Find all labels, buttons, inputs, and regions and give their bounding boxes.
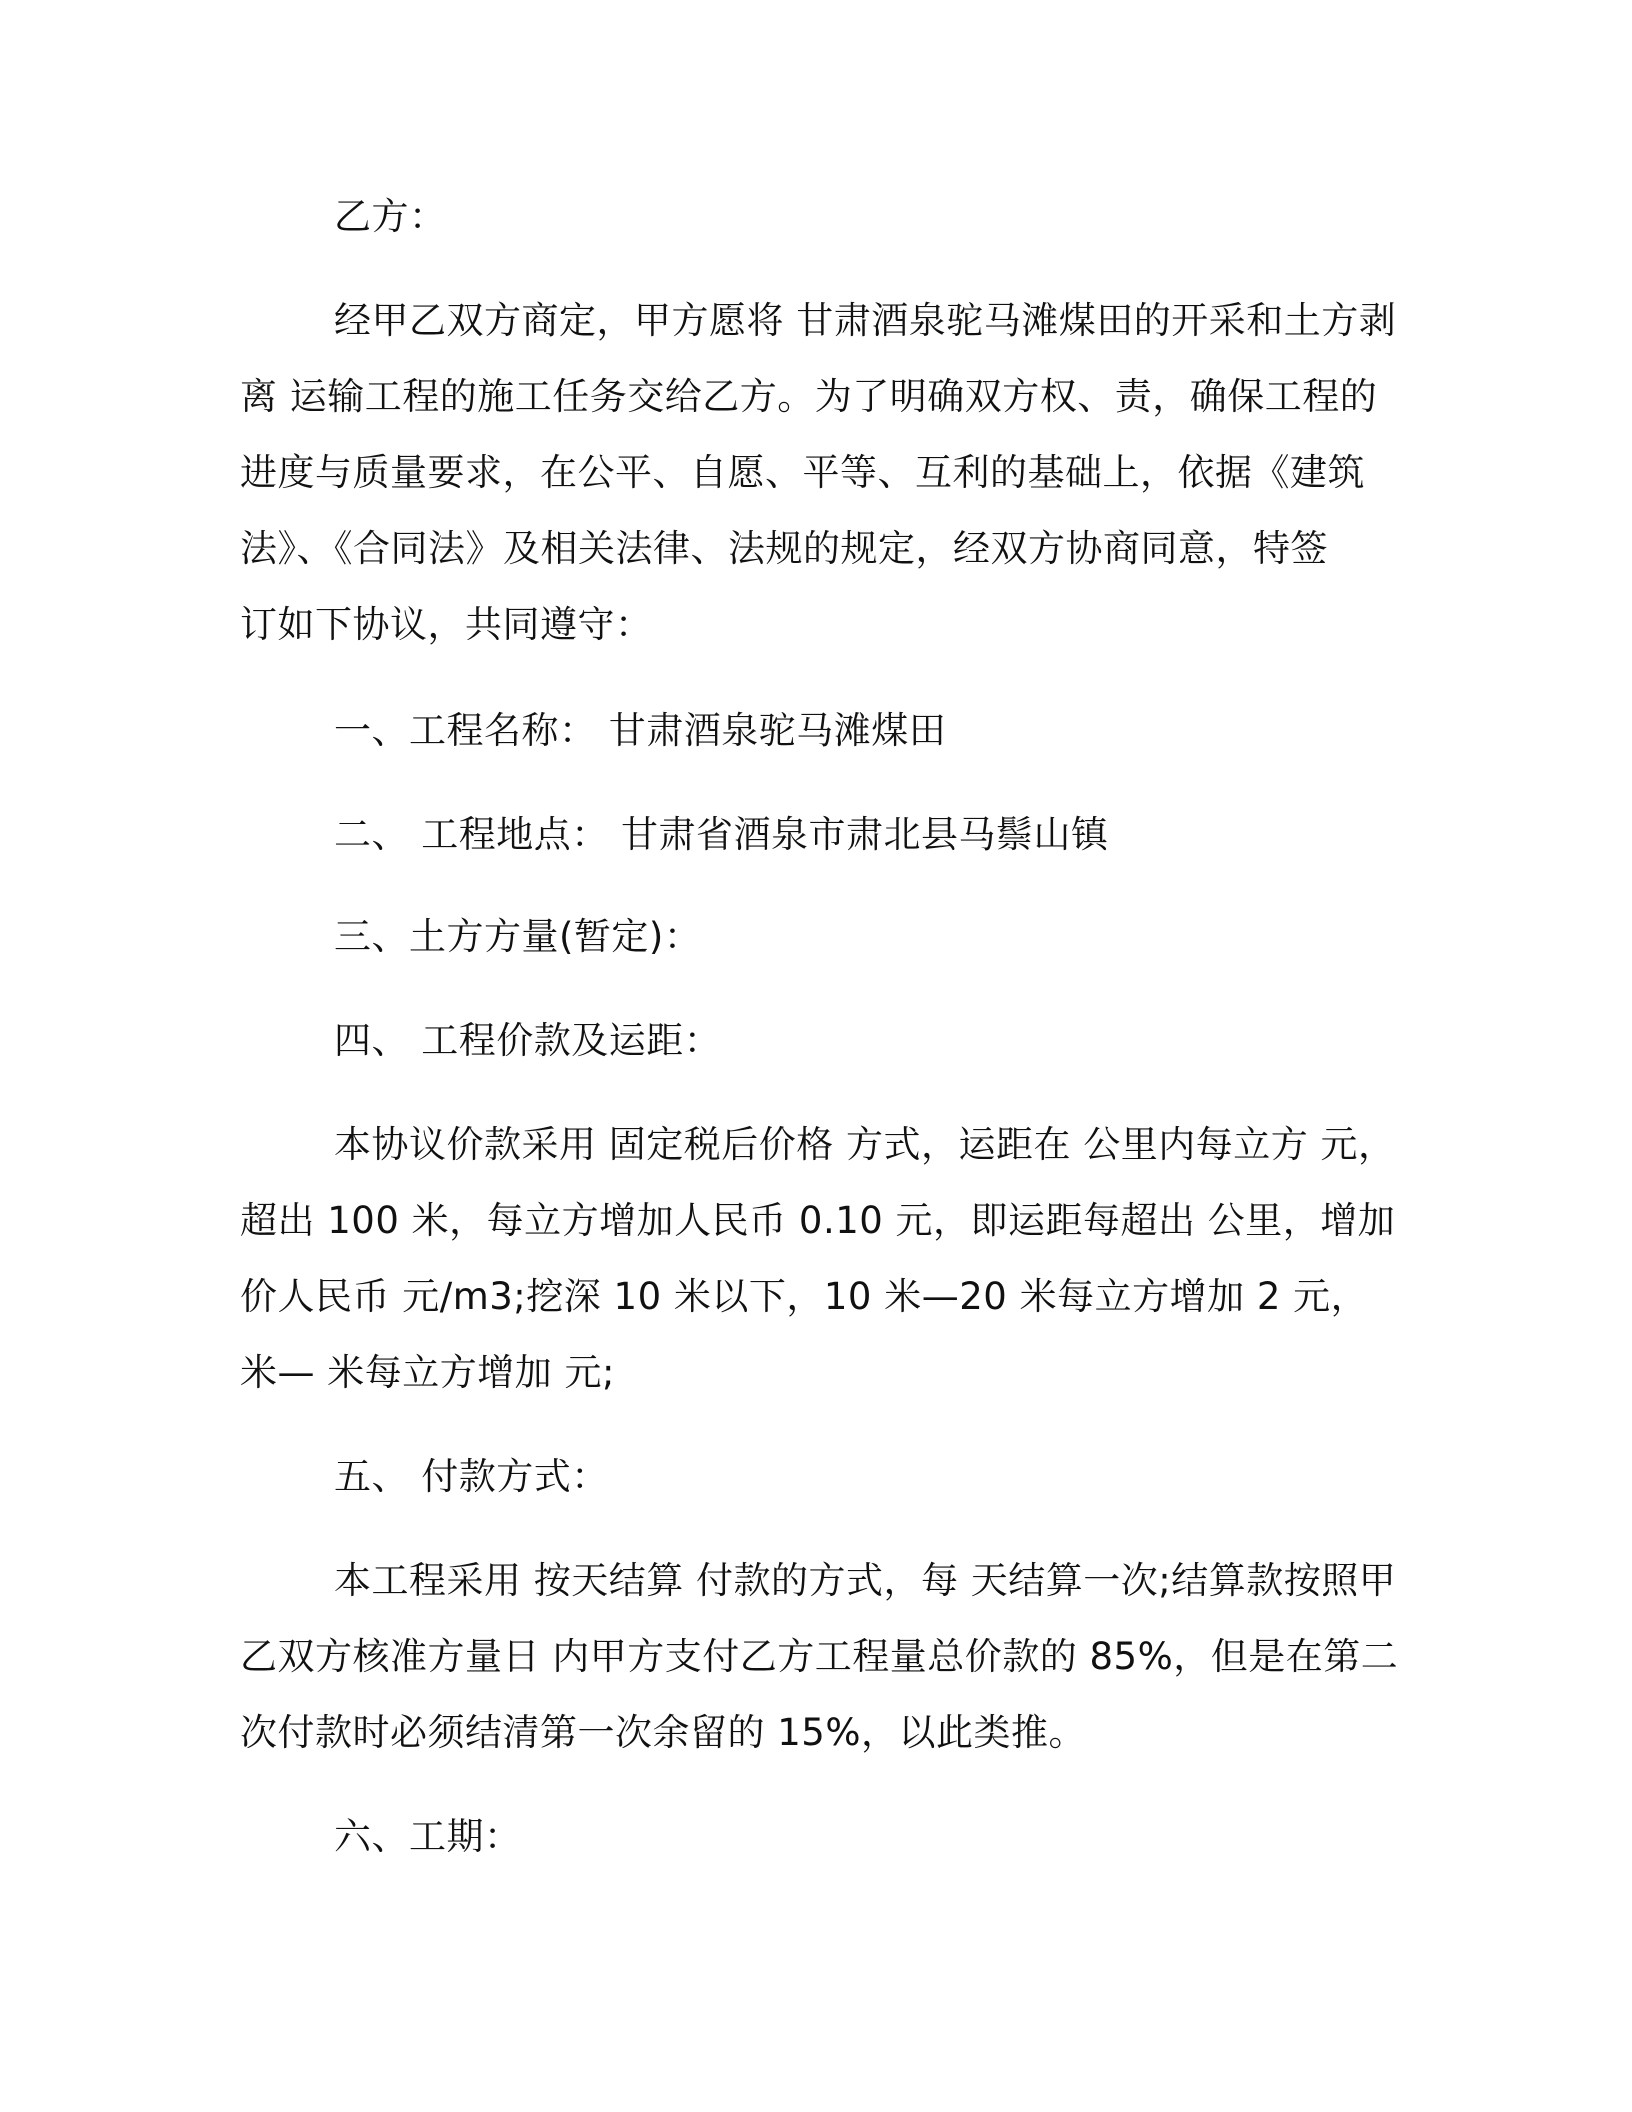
intro-line-4: 法》、《合同法》及相关法律、法规的规定，经双方协商同意，特签 [240, 527, 1328, 570]
payment-line-2: 乙双方核准方量日 内甲方支付乙方工程量总价款的 85%，但是在第二 [240, 1635, 1399, 1678]
payment-line-3: 次付款时必须结清第一次余留的 15%，以此类推。 [240, 1711, 1086, 1754]
price-line-1: 本协议价款采用 固定税后价格 方式，运距在 公里内每立方 元， [334, 1123, 1396, 1166]
section-construction-period: 六、工期： [334, 1815, 522, 1858]
price-line-4: 米— 米每立方增加 元; [240, 1351, 615, 1394]
intro-line-5: 订如下协议，共同遵守： [240, 603, 653, 646]
intro-line-2: 离 运输工程的施工任务交给乙方。为了明确双方权、责，确保工程的 [240, 375, 1378, 418]
price-line-2: 超出 100 米，每立方增加人民币 0.10 元，即运距每超出 公里，增加 [240, 1199, 1396, 1242]
party-b-label: 乙方： [334, 195, 447, 238]
intro-line-3: 进度与质量要求，在公平、自愿、平等、互利的基础上，依据《建筑 [240, 451, 1365, 494]
section-payment-method: 五、 付款方式： [334, 1455, 609, 1498]
intro-line-1: 经甲乙双方商定，甲方愿将 甘肃酒泉驼马滩煤田的开采和土方剥 [334, 299, 1397, 342]
section-price-distance: 四、 工程价款及运距： [334, 1019, 722, 1062]
section-earthwork-volume: 三、土方方量(暂定)： [334, 915, 702, 958]
section-project-location: 二、 工程地点： 甘肃省酒泉市肃北县马鬃山镇 [334, 813, 1109, 856]
price-line-3: 价人民币 元/m3;挖深 10 米以下，10 米—20 米每立方增加 2 元， [240, 1275, 1369, 1318]
section-project-name: 一、工程名称： 甘肃酒泉驼马滩煤田 [334, 709, 947, 752]
payment-line-1: 本工程采用 按天结算 付款的方式，每 天结算一次;结算款按照甲 [334, 1559, 1397, 1602]
